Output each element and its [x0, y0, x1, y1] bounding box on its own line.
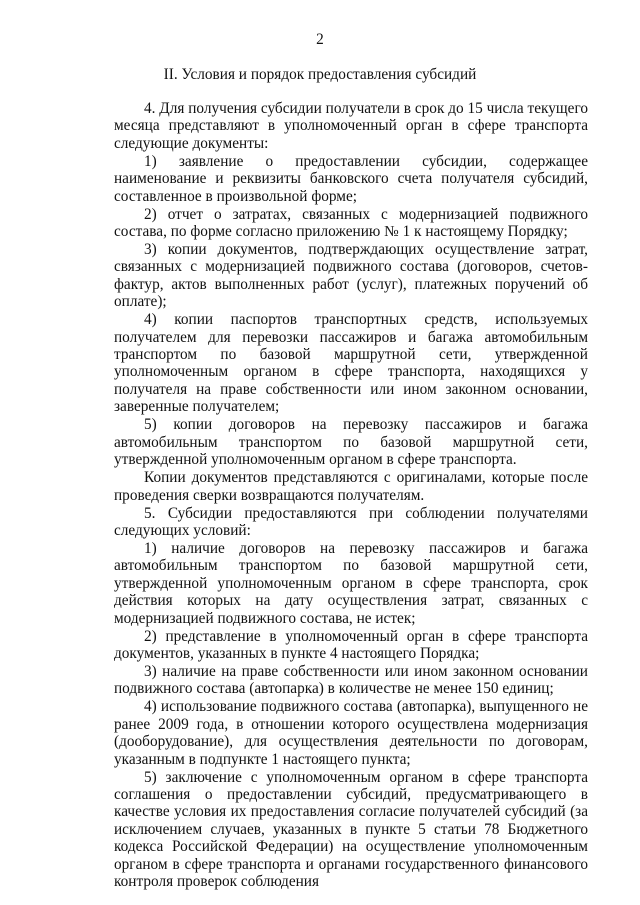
paragraph: 4) копии паспортов транспортных средств, используемых получателем для перевозки пассажиров и багажа автомобильным транспортом по базовой маршрутной сети, утвержденной уполномоченным органом в сфере транспорта, находящихся у получателя на праве собственности или ином законном основании, заверенные получателем;: [114, 311, 588, 416]
paragraph: 4. Для получения субсидии получатели в срок до 15 числа текущего месяца представляют в уполномоченный орган в сфере транспорта следующие документы:: [114, 100, 588, 152]
paragraph: 2) отчет о затратах, связанных с модернизацией подвижного состава, по форме согласно приложению № 1 к настоящему Порядку;: [114, 205, 588, 241]
paragraph: 1) наличие договоров на перевозку пассажиров и багажа автомобильным транспортом по базовой маршрутной сети, утвержденной уполномоченным органом в сфере транспорта, срок действия которых на дату осуществления затрат, связанных с модернизацией подвижного состава, не истек;: [114, 539, 588, 627]
paragraph: Копии документов представляются с оригиналами, которые после проведения сверки возвращаются получателям.: [114, 469, 588, 504]
paragraph: 5. Субсидии предоставляются при соблюдении получателями следующих условий:: [114, 504, 588, 539]
paragraph: 5) копии договоров на перевозку пассажиров и багажа автомобильным транспортом по базовой маршрутной сети, утвержденной уполномоченным органом в сфере транспорта.: [114, 416, 588, 469]
paragraph: 5) заключение с уполномоченным органом в сфере транспорта соглашения о предоставлении субсидий, предусматривающего в качестве условия их предоставления согласие получателей субсидий (за исключением случаев, указанных в пункте 5 статьи 78 Бюджетного кодекса Российской Федерации) на осуществление уполномоченным органом в сфере транспорта и органами государственного финансового контроля проверок соблюдения: [114, 768, 588, 890]
page-number: 2: [316, 31, 324, 48]
paragraph: 4) использование подвижного состава (автопарка), выпущенного не ранее 2009 года, в отношении которого осуществлена модернизация (дооборудование), для осуществления деятельности по договорам, указанным в подпункте 1 настоящего пункта;: [114, 698, 588, 768]
paragraph: 1) заявление о предоставлении субсидии, содержащее наименование и реквизиты банковского счета получателя субсидий, составленное в произвольной форме;: [114, 152, 588, 205]
paragraph: 2) представление в уполномоченный орган в сфере транспорта документов, указанных в пункте 4 настоящего Порядка;: [114, 627, 588, 662]
paragraph: 3) наличие на праве собственности или ином законном основании подвижного состава (автопарка) в количестве не менее 150 единиц;: [114, 662, 588, 698]
section-title: II. Условия и порядок предоставления субсидий: [163, 66, 477, 83]
document-body: [114, 100, 588, 890]
paragraph: 3) копии документов, подтверждающих осуществление затрат, связанных с модернизацией подвижного состава (договоров, счетов-фактур, актов выполненных работ (услуг), платежных поручений об оплате);: [114, 241, 588, 311]
